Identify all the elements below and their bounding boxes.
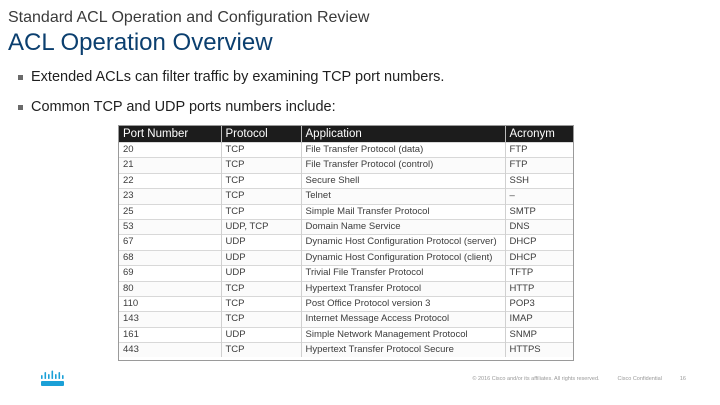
cell-application: Dynamic Host Configuration Protocol (server) [301,235,505,250]
cell-port-number: 143 [119,312,221,327]
cell-application: Secure Shell [301,173,505,188]
bullet-square-icon [18,75,23,80]
table-header-row [119,126,574,143]
cell-protocol: TCP [221,143,301,158]
header-acronym: Acronym [505,126,574,143]
cell-application: Hypertext Transfer Protocol [301,281,505,296]
cell-port-number: 20 [119,143,221,158]
cell-protocol: TCP [221,158,301,173]
table-row [119,250,574,265]
cell-port-number: 21 [119,158,221,173]
cell-port-number: 25 [119,204,221,219]
cell-application: Simple Network Management Protocol [301,327,505,342]
cell-port-number: 80 [119,281,221,296]
cell-acronym: SSH [505,173,574,188]
cell-protocol: UDP, TCP [221,219,301,234]
bullet-text: Common TCP and UDP ports numbers include: [31,99,336,115]
cell-port-number: 69 [119,266,221,281]
table-row [119,173,574,188]
table-row [119,281,574,296]
cell-application: File Transfer Protocol (data) [301,143,505,158]
cell-acronym: SNMP [505,327,574,342]
cell-protocol: TCP [221,281,301,296]
ports-table [119,126,574,357]
copyright-text: © 2016 Cisco and/or its affiliates. All rights reserved. [472,376,600,382]
table-row [119,143,574,158]
bullet-text: Extended ACLs can filter traffic by examining TCP port numbers. [31,69,445,85]
cell-application: Telnet [301,189,505,204]
cell-acronym: – [505,189,574,204]
cell-acronym: HTTP [505,281,574,296]
table-body [119,143,574,358]
cell-acronym: HTTPS [505,343,574,358]
cell-protocol: TCP [221,343,301,358]
cell-port-number: 67 [119,235,221,250]
cell-acronym: TFTP [505,266,574,281]
page-number: 16 [679,376,686,382]
cell-port-number: 110 [119,296,221,311]
bullet-square-icon [18,105,23,110]
cell-port-number: 443 [119,343,221,358]
bullet-item [18,98,444,116]
slide-title: ACL Operation Overview [8,29,273,56]
cell-protocol: UDP [221,266,301,281]
cell-acronym: SMTP [505,204,574,219]
cell-application: Dynamic Host Configuration Protocol (client) [301,250,505,265]
bullet-list [18,68,444,116]
cell-port-number: 161 [119,327,221,342]
table-row [119,189,574,204]
cell-protocol: TCP [221,189,301,204]
cell-protocol: TCP [221,204,301,219]
cell-application: Post Office Protocol version 3 [301,296,505,311]
cell-protocol: TCP [221,296,301,311]
footer [472,376,686,382]
table-row [119,235,574,250]
cell-protocol: UDP [221,250,301,265]
cell-application: Internet Message Access Protocol [301,312,505,327]
table-row [119,327,574,342]
cell-port-number: 53 [119,219,221,234]
cell-protocol: UDP [221,235,301,250]
cell-acronym: POP3 [505,296,574,311]
cell-application: Domain Name Service [301,219,505,234]
cell-protocol: TCP [221,312,301,327]
classification-text: Cisco Confidential [617,376,662,382]
cell-acronym: FTP [505,158,574,173]
cell-acronym: FTP [505,143,574,158]
table-row [119,296,574,311]
ports-table-container [118,125,574,361]
cell-port-number: 22 [119,173,221,188]
cell-application: Hypertext Transfer Protocol Secure [301,343,505,358]
cell-application: Simple Mail Transfer Protocol [301,204,505,219]
cell-protocol: TCP [221,173,301,188]
table-row [119,312,574,327]
table-row [119,158,574,173]
header-protocol: Protocol [221,126,301,143]
header-port-number: Port Number [119,126,221,143]
table-row [119,219,574,234]
table-row [119,266,574,281]
table-row [119,204,574,219]
slide-subtitle: Standard ACL Operation and Configuration Review [8,9,370,26]
cisco-logo-icon [40,370,70,388]
cell-port-number: 23 [119,189,221,204]
cell-acronym: IMAP [505,312,574,327]
bullet-item [18,68,444,86]
cell-port-number: 68 [119,250,221,265]
cell-acronym: DNS [505,219,574,234]
cell-protocol: UDP [221,327,301,342]
table-row [119,343,574,358]
header-application: Application [301,126,505,143]
cell-acronym: DHCP [505,250,574,265]
cell-application: Trivial File Transfer Protocol [301,266,505,281]
cell-application: File Transfer Protocol (control) [301,158,505,173]
cell-acronym: DHCP [505,235,574,250]
